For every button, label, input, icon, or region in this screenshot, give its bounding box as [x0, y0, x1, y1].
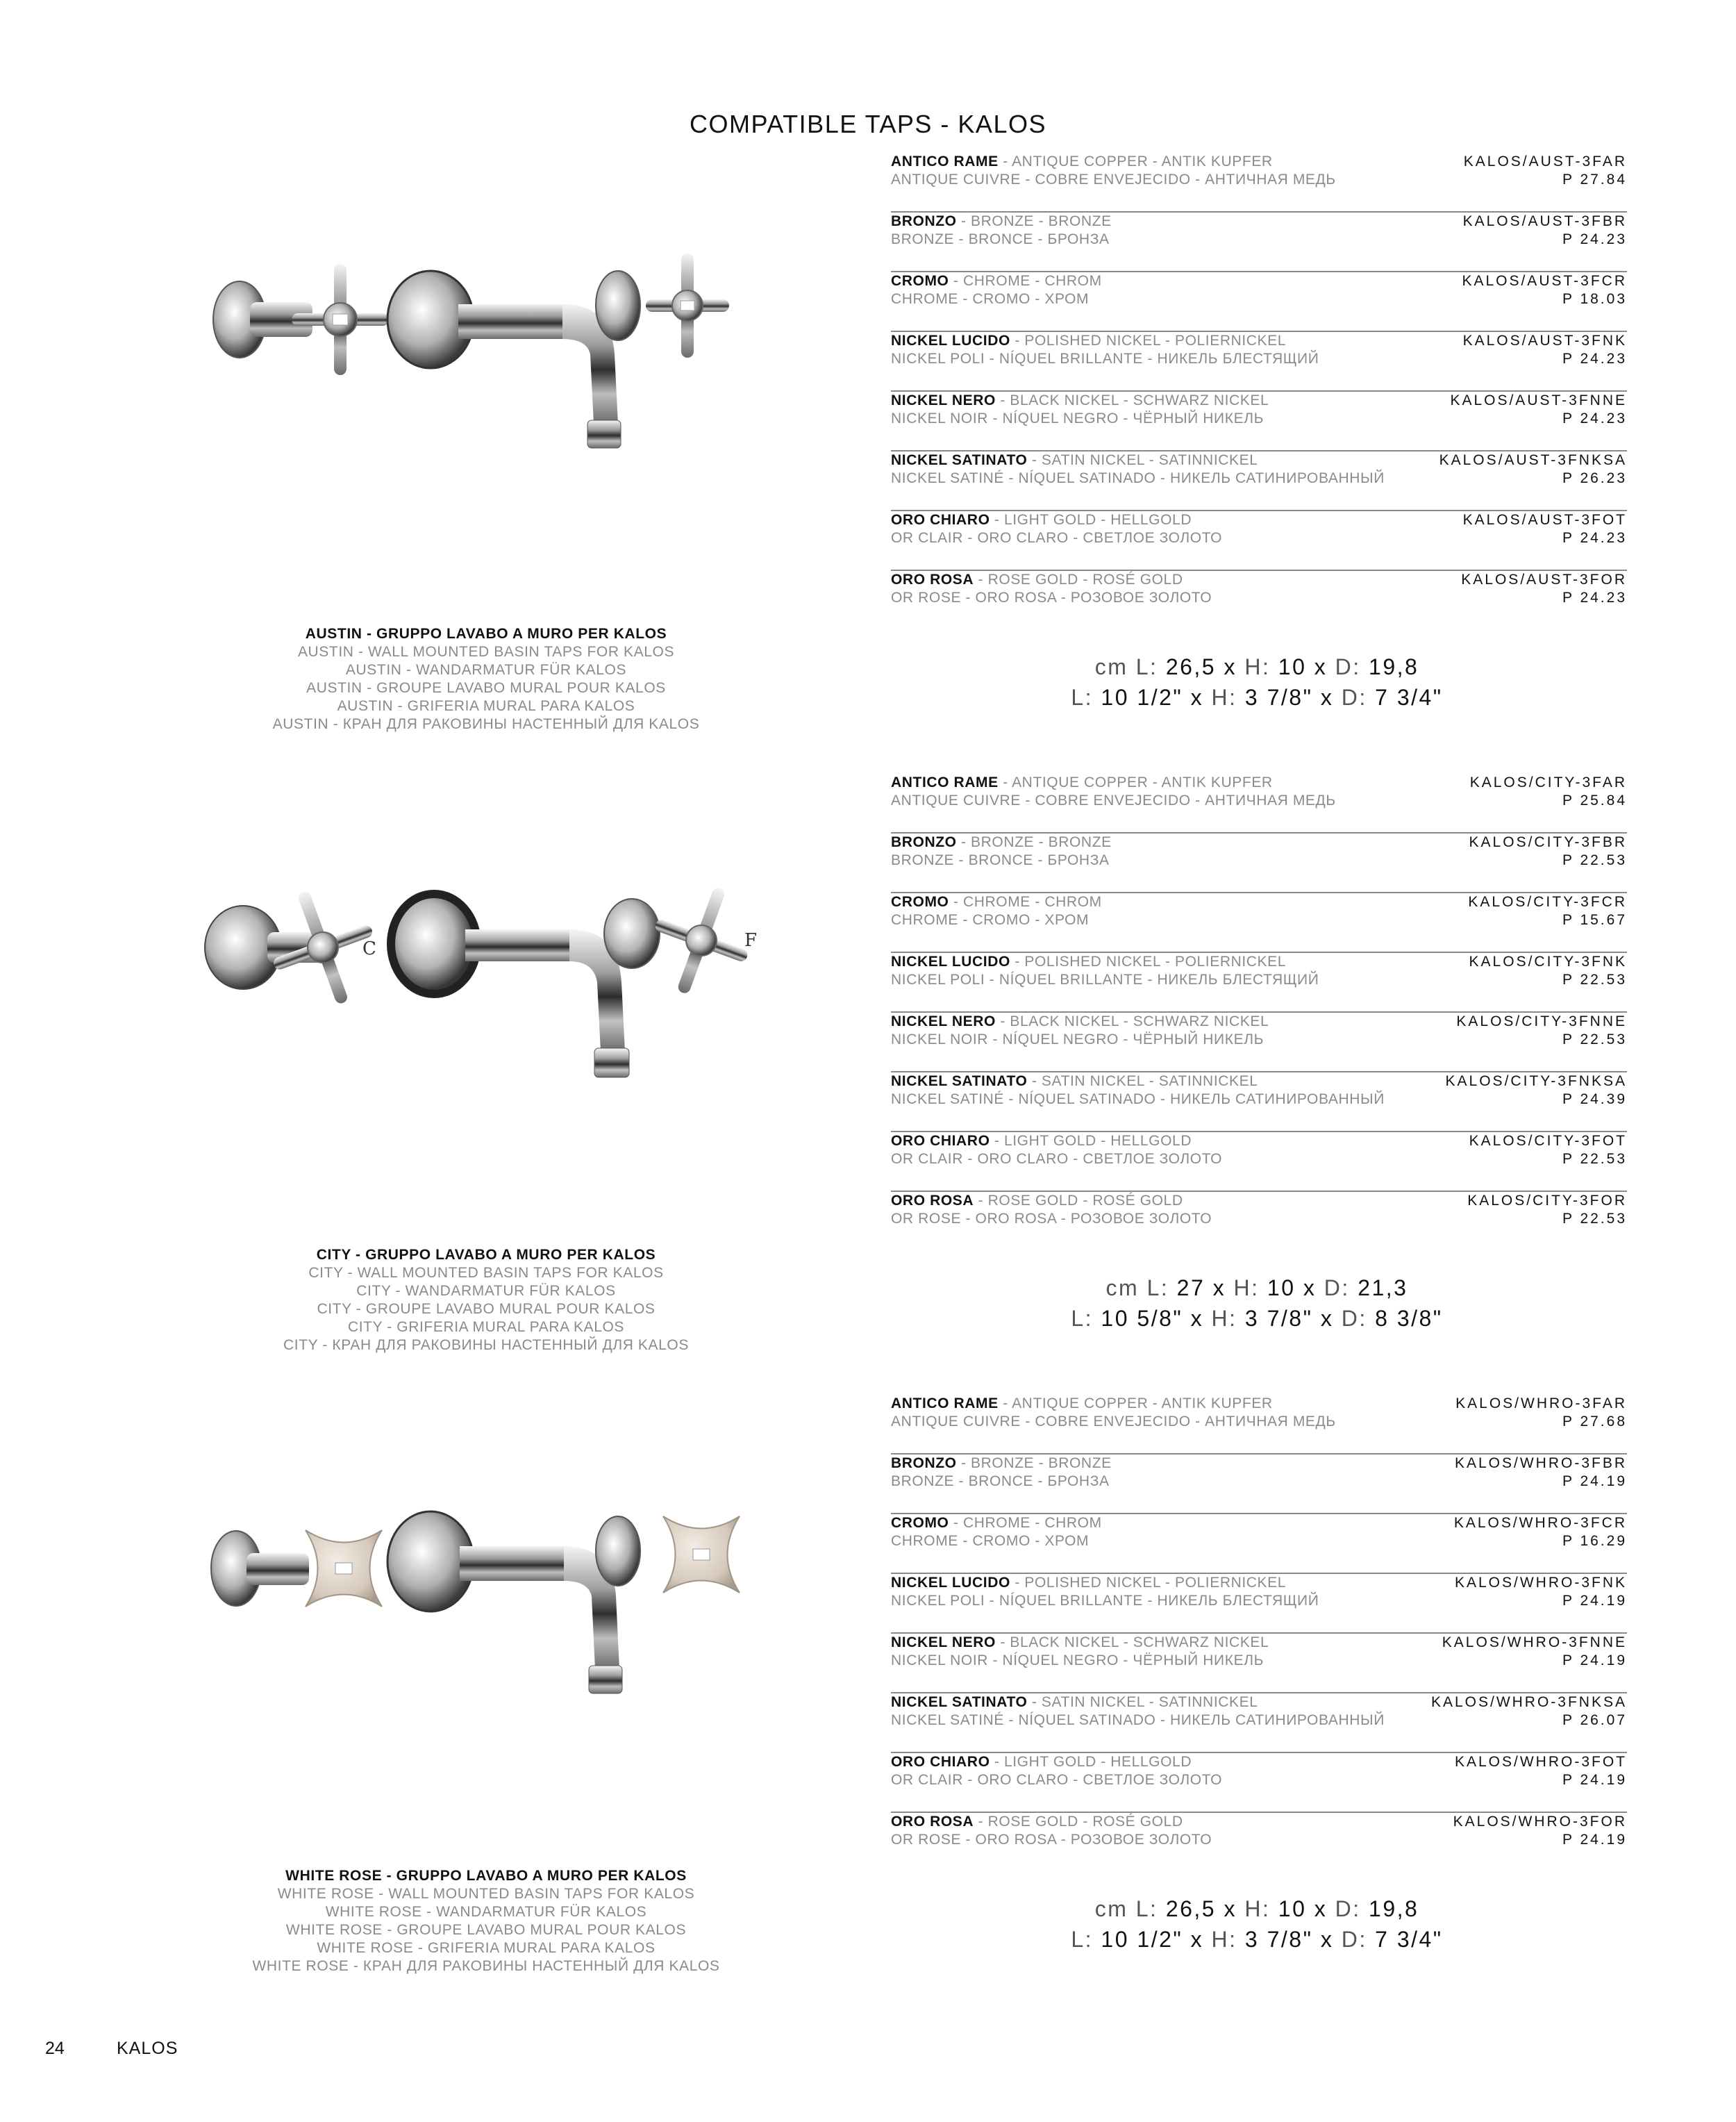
finish-name: NICKEL LUCIDO — [891, 1575, 1010, 1591]
product-code: KALOS/WHRO-3FNKSA — [1430, 1694, 1627, 1710]
depth-label: D: — [1341, 685, 1367, 710]
finish-name: ORO CHIARO — [891, 1754, 990, 1770]
variant-row — [891, 1753, 1627, 1813]
variant-row — [891, 1813, 1627, 1873]
finish-name: CROMO — [891, 894, 949, 910]
product-code: KALOS/WHRO-3FBR — [1454, 1455, 1627, 1471]
ceramic-handle-right — [663, 1516, 740, 1593]
finish-translations: - ANTIQUE COPPER - ANTIK KUPFER — [998, 1395, 1273, 1411]
finish-translations-2: CHROME - CROMO - ХРОМ — [891, 912, 1090, 928]
height-value: 10 — [1267, 1275, 1296, 1300]
product-price: P 22.53 — [1562, 1211, 1627, 1227]
length-value: 26,5 — [1165, 1896, 1217, 1921]
product-code: KALOS/WHRO-3FNNE — [1442, 1634, 1627, 1650]
caption-line: AUSTIN - WANDARMATUR FÜR KALOS — [345, 662, 627, 678]
finish-name: ORO ROSA — [891, 1814, 974, 1830]
finish-name: NICKEL NERO — [891, 1013, 996, 1029]
variant-row — [891, 272, 1627, 332]
finish-translations: - LIGHT GOLD - HELLGOLD — [990, 1133, 1192, 1149]
unit-label: cm — [1094, 654, 1128, 679]
product-code: KALOS/CITY-3FNK — [1469, 954, 1627, 970]
product-price: P 24.19 — [1562, 1473, 1627, 1489]
finish-translations: - POLISHED NICKEL - POLIERNICKEL — [1010, 954, 1287, 970]
caption-line: WHITE ROSE - GRIFERIA MURAL PARA KALOS — [317, 1940, 656, 1956]
finish-translations-2: NICKEL SATINÉ - NÍQUEL SATINADO - НИКЕЛЬ САТИНИРОВАННЫЙ — [891, 1712, 1385, 1728]
product-code: KALOS/AUST-3FNK — [1462, 333, 1627, 349]
product-price: P 24.19 — [1562, 1772, 1627, 1788]
cross-handle-right — [653, 886, 749, 995]
finish-translations-2: NICKEL POLI - NÍQUEL BRILLANTE - НИКЕЛЬ БЛЕСТЯЩИЙ — [891, 972, 1319, 988]
finish-translations-2: NICKEL POLI - NÍQUEL BRILLANTE - НИКЕЛЬ БЛЕСТЯЩИЙ — [891, 1593, 1319, 1609]
finish-name: BRONZO — [891, 1455, 957, 1471]
variant-row — [891, 1634, 1627, 1693]
caption-line: WHITE ROSE - GROUPE LAVABO MURAL POUR KALOS — [285, 1922, 687, 1938]
variant-list — [891, 153, 1627, 631]
finish-translations-2: BRONZE - BRONCE - БРОНЗА — [891, 852, 1110, 868]
finish-translations-2: CHROME - CROMO - ХРОМ — [891, 291, 1090, 307]
product-code: KALOS/AUST-3FCR — [1462, 273, 1627, 289]
finish-name: BRONZO — [891, 834, 957, 850]
product-code: KALOS/CITY-3FCR — [1468, 894, 1627, 910]
product-price: P 22.53 — [1562, 1151, 1627, 1167]
length-value: 26,5 — [1165, 654, 1217, 679]
depth-label: D: — [1324, 1275, 1350, 1300]
height-label: H: — [1244, 1896, 1271, 1921]
product-code: KALOS/WHRO-3FOT — [1454, 1754, 1627, 1770]
finish-name: CROMO — [891, 1515, 949, 1531]
variant-row — [891, 1454, 1627, 1514]
caption-line: CITY - WANDARMATUR FÜR KALOS — [356, 1283, 616, 1299]
finish-translations: - BLACK NICKEL - SCHWARZ NICKEL — [995, 392, 1269, 408]
city-tap-image — [201, 864, 771, 1100]
product-code: KALOS/CITY-3FBR — [1469, 834, 1627, 850]
product-code: KALOS/AUST-3FBR — [1462, 213, 1627, 229]
caption-title: CITY - GRUPPO LAVABO A MURO PER KALOS — [316, 1247, 656, 1263]
finish-translations: - ROSE GOLD - ROSÉ GOLD — [974, 1193, 1183, 1209]
finish-translations: - BLACK NICKEL - SCHWARZ NICKEL — [995, 1013, 1269, 1029]
product-section-austin — [0, 153, 1736, 764]
finish-translations-2: ANTIQUE CUIVRE - COBRE ENVEJECIDO - АНТИЧНАЯ МЕДЬ — [891, 793, 1336, 809]
caption-line: AUSTIN - КРАН ДЛЯ РАКОВИНЫ НАСТЕННЫЙ ДЛЯ KALOS — [272, 716, 700, 732]
unit-label: cm — [1105, 1275, 1140, 1300]
product-price: P 22.53 — [1562, 1031, 1627, 1047]
product-code: KALOS/AUST-3FOR — [1461, 572, 1627, 588]
finish-translations: - ANTIQUE COPPER - ANTIK KUPFER — [998, 154, 1273, 169]
caption-title: AUSTIN - GRUPPO LAVABO A MURO PER KALOS — [305, 626, 667, 642]
variant-row — [891, 1395, 1627, 1454]
finish-translations: - BRONZE - BRONZE — [956, 834, 1112, 850]
variant-row — [891, 774, 1627, 834]
times-sign: x — [1314, 1896, 1328, 1921]
finish-translations-2: NICKEL NOIR - NÍQUEL NEGRO - ЧЁРНЫЙ НИКЕЛЬ — [891, 1652, 1264, 1668]
product-price: P 24.19 — [1562, 1652, 1627, 1668]
variant-row — [891, 511, 1627, 571]
finish-translations: - CHROME - CHROM — [949, 894, 1102, 910]
finish-translations-2: ANTIQUE CUIVRE - COBRE ENVEJECIDO - АНТИЧНАЯ МЕДЬ — [891, 1414, 1336, 1429]
variant-row — [891, 392, 1627, 451]
depth-value: 21,3 — [1358, 1275, 1408, 1300]
finish-name: NICKEL LUCIDO — [891, 954, 1010, 970]
ceramic-handle-left — [306, 1530, 382, 1607]
dimensions-cm — [889, 652, 1625, 682]
depth-label: D: — [1335, 1896, 1361, 1921]
dimensions-cm — [889, 1893, 1625, 1924]
finish-translations: - BLACK NICKEL - SCHWARZ NICKEL — [995, 1634, 1269, 1650]
variant-row — [891, 1514, 1627, 1574]
times-sign: x — [1320, 1927, 1334, 1952]
product-code: KALOS/CITY-3FNNE — [1456, 1013, 1627, 1029]
times-sign: x — [1212, 1275, 1226, 1300]
finish-name: ORO ROSA — [891, 1193, 974, 1209]
depth-value: 7 3/4" — [1375, 1927, 1443, 1952]
product-code: KALOS/WHRO-3FOR — [1453, 1814, 1627, 1830]
variant-row — [891, 332, 1627, 392]
variant-row — [891, 153, 1627, 213]
hot-handle-letter: F — [744, 930, 758, 951]
height-value: 3 7/8" — [1244, 1927, 1313, 1952]
finish-name: ORO ROSA — [891, 572, 974, 588]
product-price: P 24.23 — [1562, 351, 1627, 367]
product-code: KALOS/CITY-3FOR — [1467, 1193, 1627, 1209]
finish-name: BRONZO — [891, 213, 957, 229]
variant-row — [891, 953, 1627, 1013]
finish-translations-2: BRONZE - BRONCE - БРОНЗА — [891, 1473, 1110, 1489]
times-sign: x — [1224, 1896, 1237, 1921]
finish-translations-2: OR ROSE - ORO ROSA - РОЗОВОЕ ЗОЛОТО — [891, 1832, 1212, 1848]
length-label: L: — [1146, 1275, 1169, 1300]
depth-value: 7 3/4" — [1375, 685, 1443, 710]
product-code: KALOS/CITY-3FOT — [1469, 1133, 1627, 1149]
dimensions — [889, 1893, 1625, 1955]
dimensions-inch — [889, 1303, 1625, 1334]
product-code: KALOS/WHRO-3FAR — [1455, 1395, 1627, 1411]
product-price: P 24.23 — [1562, 411, 1627, 426]
product-code: KALOS/AUST-3FNNE — [1450, 392, 1627, 408]
product-price: P 26.23 — [1562, 470, 1627, 486]
length-value: 10 5/8" — [1101, 1306, 1183, 1331]
product-price: P 24.19 — [1562, 1593, 1627, 1609]
variant-row — [891, 1132, 1627, 1192]
finish-translations-2: NICKEL NOIR - NÍQUEL NEGRO - ЧЁРНЫЙ НИКЕЛЬ — [891, 411, 1264, 426]
product-price: P 24.23 — [1562, 590, 1627, 606]
height-label: H: — [1211, 685, 1237, 710]
white-rose-tap-image — [201, 1485, 771, 1721]
finish-name: NICKEL NERO — [891, 1634, 996, 1650]
finish-translations-2: CHROME - CROMO - ХРОМ — [891, 1533, 1090, 1549]
finish-translations-2: NICKEL SATINÉ - NÍQUEL SATINADO - НИКЕЛЬ САТИНИРОВАННЫЙ — [891, 1091, 1385, 1107]
dimensions-inch — [889, 682, 1625, 713]
product-section-white-rose — [0, 1395, 1736, 2006]
variant-row — [891, 451, 1627, 511]
finish-name: NICKEL SATINATO — [891, 1694, 1028, 1710]
dimensions-inch — [889, 1924, 1625, 1955]
finish-translations-2: OR CLAIR - ORO CLARO - СВЕТЛОЕ ЗОЛОТО — [891, 530, 1223, 546]
finish-name: ORO CHIARO — [891, 512, 990, 528]
variant-row — [891, 1192, 1627, 1252]
times-sign: x — [1320, 1306, 1334, 1331]
product-code: KALOS/AUST-3FNKSA — [1439, 452, 1627, 468]
length-label: L: — [1135, 1896, 1158, 1921]
caption-line: AUSTIN - WALL MOUNTED BASIN TAPS FOR KALOS — [297, 644, 675, 660]
variant-row — [891, 1574, 1627, 1634]
length-label: L: — [1071, 1306, 1094, 1331]
product-caption — [181, 625, 792, 733]
times-sign: x — [1224, 654, 1237, 679]
finish-translations-2: OR ROSE - ORO ROSA - РОЗОВОЕ ЗОЛОТО — [891, 590, 1212, 606]
depth-label: D: — [1341, 1927, 1367, 1952]
depth-value: 8 3/8" — [1375, 1306, 1443, 1331]
caption-line: WHITE ROSE - КРАН ДЛЯ РАКОВИНЫ НАСТЕННЫЙ ДЛЯ KALOS — [252, 1958, 720, 1974]
caption-line: CITY - WALL MOUNTED BASIN TAPS FOR KALOS — [308, 1265, 664, 1281]
product-price: P 22.53 — [1562, 852, 1627, 868]
height-value: 3 7/8" — [1244, 685, 1313, 710]
product-caption — [181, 1867, 792, 1975]
times-sign: x — [1303, 1275, 1317, 1300]
variant-row — [891, 893, 1627, 953]
finish-translations-2: NICKEL SATINÉ - NÍQUEL SATINADO - НИКЕЛЬ САТИНИРОВАННЫЙ — [891, 470, 1385, 486]
depth-value: 19,8 — [1369, 654, 1419, 679]
height-label: H: — [1211, 1927, 1237, 1952]
finish-translations: - CHROME - CHROM — [949, 273, 1102, 289]
finish-translations: - BRONZE - BRONZE — [956, 213, 1112, 229]
dimensions-cm — [889, 1273, 1625, 1303]
length-value: 10 1/2" — [1101, 685, 1183, 710]
finish-name: ANTICO RAME — [891, 1395, 999, 1411]
finish-name: ANTICO RAME — [891, 154, 999, 169]
times-sign: x — [1190, 1306, 1204, 1331]
product-price: P 22.53 — [1562, 972, 1627, 988]
times-sign: x — [1190, 1927, 1204, 1952]
cold-handle-letter: C — [362, 938, 376, 959]
caption-line: CITY - GRIFERIA MURAL PARA KALOS — [347, 1319, 625, 1335]
product-code: KALOS/AUST-3FOT — [1462, 512, 1627, 528]
finish-translations: - ANTIQUE COPPER - ANTIK KUPFER — [998, 774, 1273, 790]
finish-translations: - ROSE GOLD - ROSÉ GOLD — [974, 572, 1183, 588]
finish-name: NICKEL LUCIDO — [891, 333, 1010, 349]
finish-translations-2: OR CLAIR - ORO CLARO - СВЕТЛОЕ ЗОЛОТО — [891, 1151, 1223, 1167]
product-price: P 24.23 — [1562, 231, 1627, 247]
height-label: H: — [1211, 1306, 1237, 1331]
product-price: P 27.68 — [1562, 1414, 1627, 1429]
finish-name: NICKEL SATINATO — [891, 452, 1028, 468]
times-sign: x — [1320, 685, 1334, 710]
product-code: KALOS/WHRO-3FNK — [1454, 1575, 1627, 1591]
length-label: L: — [1071, 1927, 1094, 1952]
height-label: H: — [1233, 1275, 1260, 1300]
length-value: 27 — [1176, 1275, 1205, 1300]
austin-tap-image — [201, 243, 771, 479]
footer-brand: KALOS — [117, 2039, 178, 2058]
length-label: L: — [1071, 685, 1094, 710]
depth-label: D: — [1341, 1306, 1367, 1331]
product-caption — [181, 1246, 792, 1354]
finish-translations-2: OR CLAIR - ORO CLARO - СВЕТЛОЕ ЗОЛОТО — [891, 1772, 1223, 1788]
unit-label: cm — [1094, 1896, 1128, 1921]
variant-row — [891, 834, 1627, 893]
finish-translations: - POLISHED NICKEL - POLIERNICKEL — [1010, 1575, 1287, 1591]
caption-title: WHITE ROSE - GRUPPO LAVABO A MURO PER KALOS — [285, 1868, 687, 1884]
finish-translations: - LIGHT GOLD - HELLGOLD — [990, 1754, 1192, 1770]
finish-name: ANTICO RAME — [891, 774, 999, 790]
dimensions — [889, 1273, 1625, 1334]
dimensions — [889, 652, 1625, 713]
variant-list — [891, 774, 1627, 1252]
product-price: P 24.19 — [1562, 1832, 1627, 1848]
variant-row — [891, 213, 1627, 272]
product-price: P 26.07 — [1562, 1712, 1627, 1728]
product-section-city — [0, 774, 1736, 1385]
variant-row — [891, 1693, 1627, 1753]
finish-translations-2: OR ROSE - ORO ROSA - РОЗОВОЕ ЗОЛОТО — [891, 1211, 1212, 1227]
finish-translations-2: BRONZE - BRONCE - БРОНЗА — [891, 231, 1110, 247]
product-code: KALOS/CITY-3FAR — [1469, 774, 1627, 790]
finish-translations: - SATIN NICKEL - SATINNICKEL — [1027, 1073, 1258, 1089]
product-price: P 24.23 — [1562, 530, 1627, 546]
caption-line: CITY - КРАН ДЛЯ РАКОВИНЫ НАСТЕННЫЙ ДЛЯ KALOS — [283, 1337, 689, 1353]
variant-row — [891, 1013, 1627, 1072]
finish-translations: - CHROME - CHROM — [949, 1515, 1102, 1531]
finish-translations: - LIGHT GOLD - HELLGOLD — [990, 512, 1192, 528]
caption-line: WHITE ROSE - WALL MOUNTED BASIN TAPS FOR KALOS — [277, 1886, 695, 1902]
variant-row — [891, 1072, 1627, 1132]
product-price: P 27.84 — [1562, 172, 1627, 188]
caption-line: WHITE ROSE - WANDARMATUR FÜR KALOS — [325, 1904, 647, 1920]
height-value: 10 — [1278, 1896, 1307, 1921]
product-price: P 24.39 — [1562, 1091, 1627, 1107]
length-value: 10 1/2" — [1101, 1927, 1183, 1952]
finish-name: ORO CHIARO — [891, 1133, 990, 1149]
height-value: 10 — [1278, 654, 1307, 679]
finish-translations: - POLISHED NICKEL - POLIERNICKEL — [1010, 333, 1287, 349]
finish-name: NICKEL NERO — [891, 392, 996, 408]
product-price: P 16.29 — [1562, 1533, 1627, 1549]
page-number: 24 — [45, 2039, 65, 2058]
finish-translations: - BRONZE - BRONZE — [956, 1455, 1112, 1471]
finish-name: CROMO — [891, 273, 949, 289]
finish-name: NICKEL SATINATO — [891, 1073, 1028, 1089]
variant-list — [891, 1395, 1627, 1873]
product-price: P 18.03 — [1562, 291, 1627, 307]
caption-line: AUSTIN - GROUPE LAVABO MURAL POUR KALOS — [306, 680, 666, 696]
product-price: P 15.67 — [1562, 912, 1627, 928]
height-value: 3 7/8" — [1244, 1306, 1313, 1331]
finish-translations-2: NICKEL POLI - NÍQUEL BRILLANTE - НИКЕЛЬ БЛЕСТЯЩИЙ — [891, 351, 1319, 367]
length-label: L: — [1135, 654, 1158, 679]
height-label: H: — [1244, 654, 1271, 679]
finish-translations-2: ANTIQUE CUIVRE - COBRE ENVEJECIDO - АНТИЧНАЯ МЕДЬ — [891, 172, 1336, 188]
product-code: KALOS/AUST-3FAR — [1463, 154, 1627, 169]
times-sign: x — [1190, 685, 1204, 710]
finish-translations: - SATIN NICKEL - SATINNICKEL — [1027, 452, 1258, 468]
product-code: KALOS/CITY-3FNKSA — [1445, 1073, 1627, 1089]
cross-handle-right — [646, 254, 729, 358]
depth-value: 19,8 — [1369, 1896, 1419, 1921]
caption-line: AUSTIN - GRIFERIA MURAL PARA KALOS — [337, 698, 635, 714]
product-code: KALOS/WHRO-3FCR — [1453, 1515, 1627, 1531]
variant-row — [891, 571, 1627, 631]
caption-line: CITY - GROUPE LAVABO MURAL POUR KALOS — [317, 1301, 656, 1317]
finish-translations: - SATIN NICKEL - SATINNICKEL — [1027, 1694, 1258, 1710]
finish-translations-2: NICKEL NOIR - NÍQUEL NEGRO - ЧЁРНЫЙ НИКЕЛЬ — [891, 1031, 1264, 1047]
times-sign: x — [1314, 654, 1328, 679]
depth-label: D: — [1335, 654, 1361, 679]
product-price: P 25.84 — [1562, 793, 1627, 809]
finish-translations: - ROSE GOLD - ROSÉ GOLD — [974, 1814, 1183, 1830]
page-title: COMPATIBLE TAPS - KALOS — [690, 110, 1046, 138]
cross-handle-left — [292, 264, 389, 375]
